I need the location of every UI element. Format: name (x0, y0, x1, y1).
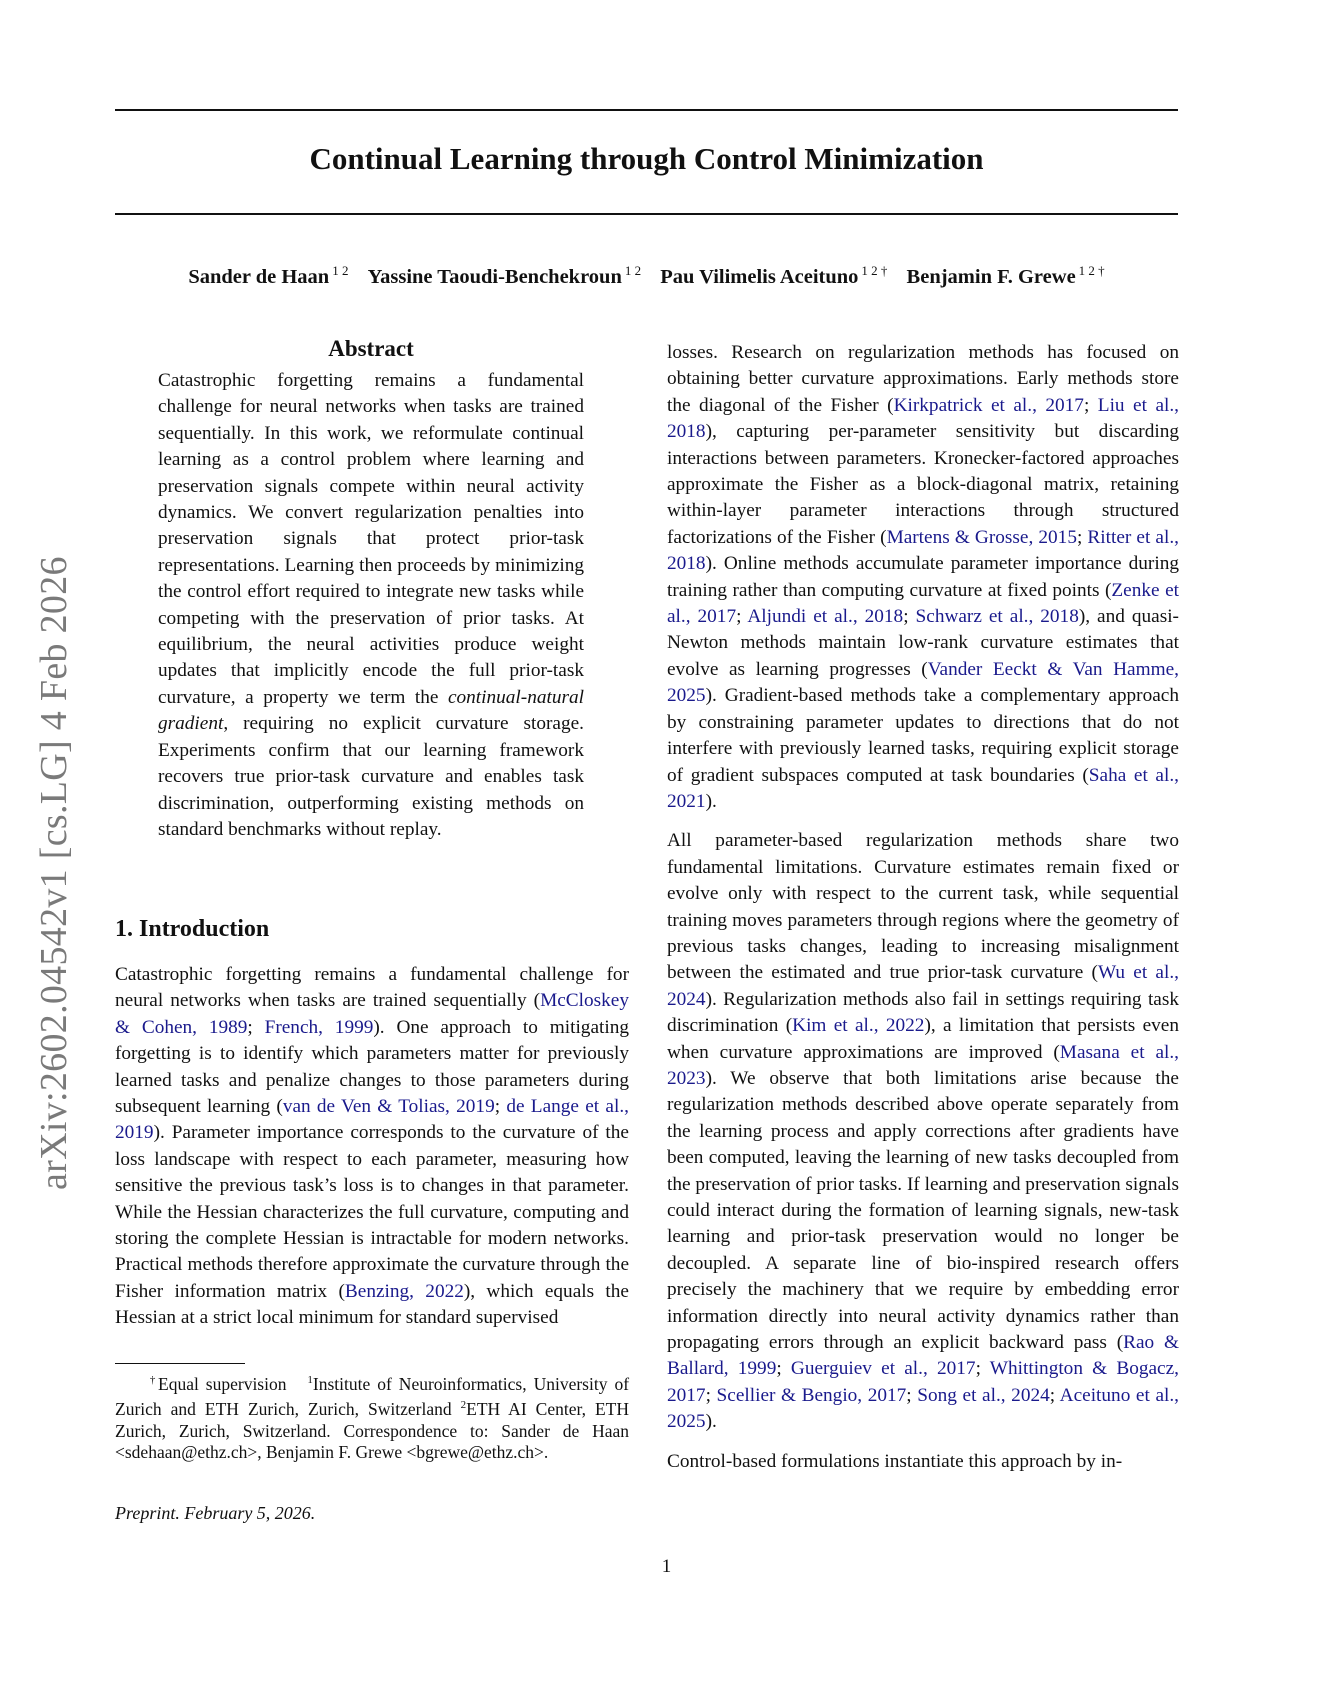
citation-link[interactable]: Ritter et al., 2018 (667, 526, 1179, 575)
footnote-affiliation: ETH AI Center, ETH Zurich, Zurich, Switzerland. Correspondence to: Sander de Haan <sdehaan@ethz.ch>, Benjamin F. Grewe <bgrewe@ethz.ch>. (115, 1399, 630, 1463)
citation-link[interactable]: Rao & Ballard, 1999 (667, 1332, 1179, 1380)
citation-link[interactable]: Guerguiev et al., 2017 (790, 1358, 976, 1380)
citation-link[interactable]: Aceituno et al., 2025 (667, 1384, 1180, 1433)
top-rule (115, 109, 1178, 111)
citation-link[interactable]: French, 1999 (264, 1016, 374, 1038)
text-run: ; (1083, 394, 1098, 416)
page-number: 1 (661, 1556, 672, 1577)
text-run: ; (494, 1096, 507, 1118)
author (906, 263, 1105, 288)
text-run: losses. Research on regularization methods has focused on obtaining better curvature approximations. Early methods store the diagonal of the Fisher ( (667, 342, 1179, 416)
author-affiliation: 1 2 † (861, 263, 888, 278)
footnote-sup: 1 (307, 1374, 313, 1386)
text-run: ). We observe that both limitations arise because the regularization methods described above operate separately from the learning process and apply corrections after gradients have been computed, leaving the learning of new tasks decoupled from the preservation of prior tasks. If learning and preservation signals could interact during the formation of learning signals, new-task learning and prior-task preservation would no longer be decoupled. A separate line of bio-inspired research offers precisely the machinery that we require by embedding error information directly into neural activity dynamics rather than propagating errors through an explicit backward pass ( (667, 1067, 1179, 1354)
text-run: ). One approach to mitigating forgetting is to identify which parameters matter for previously learned tasks and penalize changes to those parameters during subsequent learning ( (115, 1016, 629, 1118)
text-run: Catastrophic forgetting remains a fundamental challenge for neural networks when tasks are trained sequentially ( (115, 964, 629, 1012)
author-affiliation: 1 2 (332, 263, 349, 278)
author-affiliation: 1 2 † (1078, 263, 1105, 278)
citation-link[interactable]: de Lange et al., 2019 (115, 1096, 629, 1144)
text-run: ; (1049, 1384, 1060, 1406)
arxiv-stamp: arXiv:2602.04542v1 [cs.LG] 4 Feb 2026 (33, 556, 75, 1190)
text-run: ), capturing per-parameter sensitivity but discarding interactions between parameters. Kronecker-factored approaches approximate the Fisher as a block-diagonal matrix, retaining within-layer parameter interactions through structured factorizations of the Fisher ( (667, 421, 1179, 548)
author-name: Sander de Haan (188, 266, 330, 288)
text-run: ; (736, 606, 748, 628)
citation-link[interactable]: Zenke et al., 2017 (667, 579, 1179, 628)
citation-link[interactable]: McCloskey & Cohen, 1989 (115, 990, 629, 1038)
text-run: ). Online methods accumulate parameter importance during training rather than computing curvature at fixed points ( (667, 553, 1179, 601)
footnote-rule (115, 1363, 245, 1364)
citation-link[interactable]: Song et al., 2024 (917, 1384, 1050, 1406)
abstract-section (158, 335, 584, 843)
paper-title: Continual Learning through Control Minimization (309, 141, 984, 176)
footnote (115, 1370, 629, 1464)
text-run: ; (705, 1384, 717, 1406)
text-run: ). (705, 790, 717, 812)
abstract-text (158, 368, 584, 843)
author (367, 263, 642, 288)
text-run: ), which equals the Hessian at a strict local minimum for standard supervised (115, 1280, 629, 1329)
citation-link[interactable]: Schwarz et al., 2018 (915, 606, 1079, 628)
citation-link[interactable]: Scellier & Bengio, 2017 (716, 1384, 907, 1406)
footnote-affiliation: Institute of Neuroinformatics, University of Zurich and ETH Zurich, Zurich, Switzerland (115, 1373, 630, 1420)
text-run: ), and quasi-Newton methods maintain low-rank curvature estimates that evolve as learning progresses ( (667, 606, 1179, 680)
author-name: Pau Vilimelis Aceituno (660, 266, 859, 288)
abstract-heading: Abstract (328, 336, 414, 361)
text-run: ). Regularization methods also fail in settings requiring task discrimination ( (667, 988, 1179, 1037)
text-run: ), a limitation that persists even when curvature approximations are improved ( (667, 1015, 1179, 1063)
footnote-sup: 2 (460, 1399, 467, 1412)
footnote-dagger: † (149, 1374, 158, 1386)
citation-link[interactable]: Wu et al., 2024 (667, 962, 1179, 1010)
citation-link[interactable]: Kirkpatrick et al., 2017 (893, 394, 1084, 416)
author-list (115, 263, 1178, 289)
text-run: ; (776, 1358, 791, 1380)
text-run: ; (1076, 526, 1088, 548)
text-run: ; (975, 1358, 990, 1380)
citation-link[interactable]: Benzing, 2022 (344, 1280, 464, 1302)
preprint-note: Preprint. February 5, 2026. (115, 1503, 316, 1523)
citation-link[interactable]: Masana et al., 2023 (667, 1041, 1179, 1089)
footnote-equal: Equal supervision (158, 1373, 287, 1394)
author (188, 263, 349, 288)
text-run: ; (247, 1016, 265, 1038)
abstract-text-part: , requiring no explicit curvature storage. Experiments confirm that our learning framework recovers true prior-task curvature and enables task discrimination, outperforming existing methods on standard benchmarks without replay. (158, 713, 584, 840)
author (660, 263, 888, 288)
citation-link[interactable]: Martens & Grosse, 2015 (886, 526, 1077, 548)
paragraph (667, 828, 1179, 1435)
text-run: ). (705, 1411, 717, 1433)
text-run: ; (903, 606, 916, 628)
citation-link[interactable]: Kim et al., 2022 (792, 1015, 925, 1037)
citation-link[interactable]: Aljundi et al., 2018 (747, 606, 904, 628)
text-run: Control-based formulations instantiate this approach by in- (667, 1450, 1123, 1472)
paragraph (115, 962, 629, 1332)
citation-link[interactable]: Liu et al., 2018 (667, 394, 1180, 443)
text-run: ; (906, 1384, 918, 1406)
citation-link[interactable]: van de Ven & Tolias, 2019 (282, 1096, 495, 1118)
introduction-section (115, 914, 629, 1332)
citation-link[interactable]: Vander Eeckt & Van Hamme, 2025 (667, 658, 1179, 707)
text-run: ). Gradient-based methods take a complementary approach by constraining parameter updates to directions that do not interfere with previously learned tasks, requiring explicit storage of gradient subspaces computed at task boundaries ( (667, 685, 1179, 786)
author-affiliation: 1 2 (624, 263, 642, 278)
citation-link[interactable]: Saha et al., 2021 (667, 764, 1179, 812)
paragraph (667, 1449, 1179, 1475)
paragraph (667, 340, 1179, 815)
title-bottom-rule (115, 213, 1178, 215)
section-heading: 1. Introduction (115, 916, 270, 942)
abstract-text-part: Catastrophic forgetting remains a fundamental challenge for neural networks when tasks are trained sequentially. In this work, we reformulate continual learning as a control problem where learning and preservation signals compete within neural activity dynamics. We convert regularization penalties into preservation signals that protect prior-task representations. Learning then proceeds by minimizing the control effort required to integrate new tasks while competing with the preservation of prior tasks. At equilibrium, the neural activities produce weight updates that implicitly encode the full prior-task curvature, a property we term the (158, 370, 584, 708)
author-name: Yassine Taoudi-Benchekroun (367, 266, 622, 288)
author-name: Benjamin F. Grewe (906, 266, 1076, 288)
abstract-emphasis: continual-natural gradient (158, 686, 584, 735)
text-run: All parameter-based regularization methods share two fundamental limitations. Curvature estimates remain fixed or evolve only with respect to the current task, while sequential training moves parameters through regions where the geometry of previous tasks changes, leading to increasing misalignment between the estimated and true prior-task curvature ( (667, 830, 1179, 984)
citation-link[interactable]: Whittington & Bogacz, 2017 (667, 1358, 1179, 1406)
right-column (667, 340, 1179, 1488)
text-run: ). Parameter importance corresponds to the curvature of the loss landscape with respect to each parameter, measuring how sensitive the previous task’s loss is to changes in that parameter. While the Hessian characterizes the full curvature, computing and storing the complete Hessian is intractable for modern networks. Practical methods therefore approximate the curvature through the Fisher information matrix ( (115, 1122, 629, 1302)
